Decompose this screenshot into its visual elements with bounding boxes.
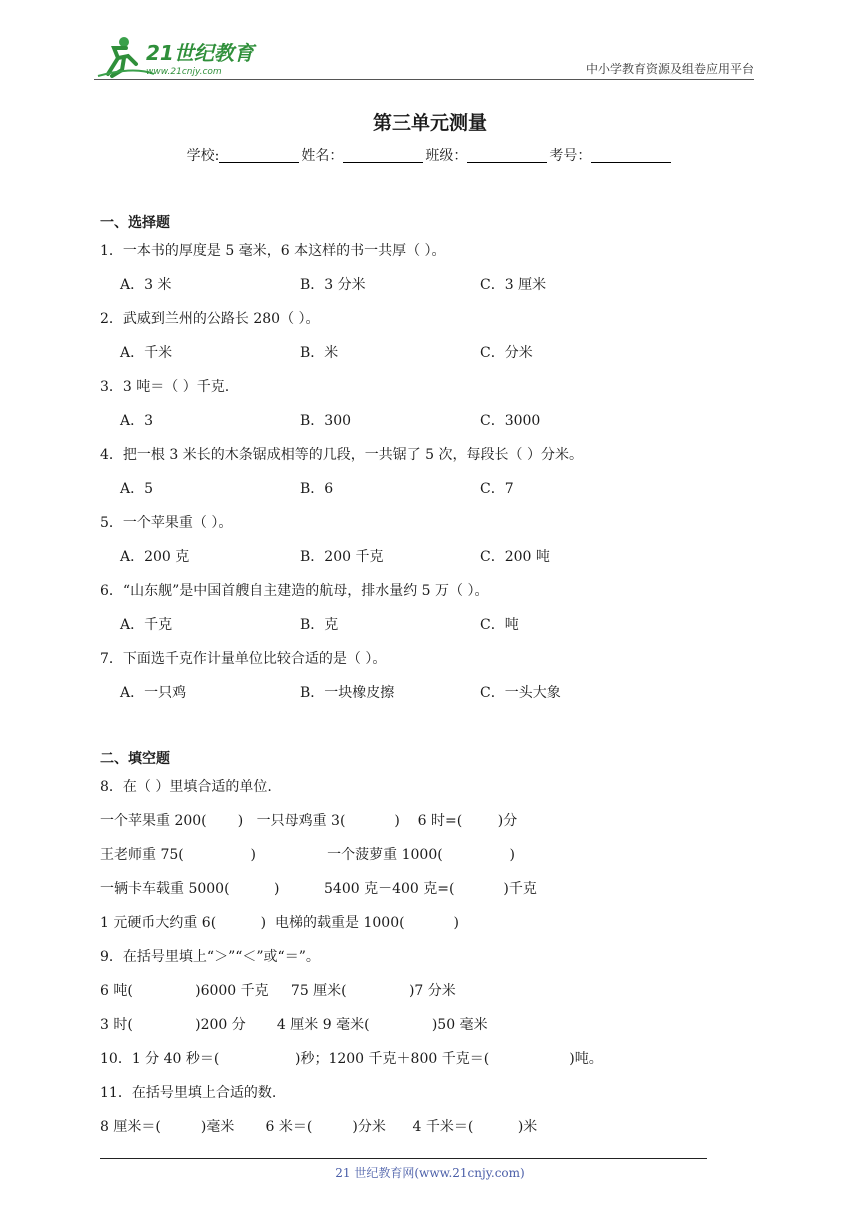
option-c: C．3 厘米 — [480, 277, 547, 293]
options-row — [100, 404, 754, 438]
fill-line: 3 时( )200 分 4 厘米 9 毫米( )50 毫米 — [100, 1017, 488, 1033]
option-a: A．3 米 — [120, 277, 172, 293]
option-c: C．3000 — [480, 413, 541, 429]
option-a: A．200 克 — [120, 549, 190, 565]
school-label: 学校: — [186, 148, 220, 164]
option-c: C．吨 — [480, 617, 519, 633]
option-a: A．一只鸡 — [120, 685, 187, 701]
fill-line: 10．1 分 40 秒＝( )秒；1200 千克＋800 千克＝( )吨。 — [100, 1051, 603, 1067]
option-a: A．千米 — [120, 345, 173, 361]
question: 2．武威到兰州的公路长 280（ ）。 — [100, 311, 320, 327]
fill-line: 11．在括号里填上合适的数. — [100, 1085, 277, 1101]
section-heading-choice: 一、选择题 — [100, 215, 170, 231]
option-c: C．7 — [480, 481, 514, 497]
options-row — [100, 268, 754, 302]
option-a: A．千克 — [120, 617, 173, 633]
footer-divider — [100, 1158, 707, 1159]
exam-no-blank — [591, 148, 671, 163]
options-row — [100, 608, 754, 642]
class-blank — [467, 148, 547, 163]
logo-url: www.21cnjy.com — [146, 67, 222, 77]
options-row — [100, 540, 754, 574]
section-heading-fill: 二、填空题 — [100, 751, 170, 767]
fill-line: 8．在（ ）里填合适的单位. — [100, 779, 272, 795]
logo-text: 21世纪教育 — [146, 41, 254, 65]
option-b: B．一块橡皮擦 — [300, 685, 395, 701]
question: 6．“山东舰”是中国首艘自主建造的航母，排水量约 5 万（ ）。 — [100, 583, 489, 599]
question: 3．3 吨＝（ ）千克. — [100, 379, 230, 395]
option-b: B．200 千克 — [300, 549, 384, 565]
header-platform-text: 中小学教育资源及组卷应用平台 — [585, 62, 754, 76]
option-b: B．米 — [300, 345, 339, 361]
name-label: 姓名： — [301, 148, 344, 164]
fill-line: 一个苹果重 200( ) 一只母鸡重 3( ) 6 时=( )分 — [100, 813, 518, 829]
name-blank — [343, 148, 423, 163]
option-c: C．200 吨 — [480, 549, 550, 565]
logo-graphic — [94, 34, 264, 82]
class-label: 班级： — [425, 148, 468, 164]
option-a: A．5 — [120, 481, 154, 497]
option-a: A．3 — [120, 413, 154, 429]
option-b: B．3 分米 — [300, 277, 366, 293]
option-c: C．一头大象 — [480, 685, 561, 701]
footer-text: 21 世纪教育网(www.21cnjy.com) — [335, 1166, 525, 1180]
page-title: 第三单元测量 — [372, 112, 487, 134]
option-b: B．6 — [300, 481, 334, 497]
fill-line: 6 吨( )6000 千克 75 厘米( )7 分米 — [100, 983, 456, 999]
fill-line: 9．在括号里填上“＞”“＜”或“＝”。 — [100, 949, 320, 965]
school-blank — [219, 148, 299, 163]
option-b: B．300 — [300, 413, 352, 429]
question: 4．把一根 3 米长的木条锯成相等的几段，一共锯了 5 次，每段长（ ）分米。 — [100, 447, 583, 463]
options-row — [100, 472, 754, 506]
exam-no-label: 考号： — [549, 148, 592, 164]
fill-line: 王老师重 75( ) 一个菠萝重 1000( ) — [100, 847, 515, 863]
fill-line: 8 厘米＝( )毫米 6 米＝( )分米 4 千米＝( )米 — [100, 1119, 538, 1135]
options-row — [100, 676, 754, 710]
question: 5．一个苹果重（ ）。 — [100, 515, 233, 531]
fill-line: 1 元硬币大约重 6( ) 电梯的载重是 1000( ) — [100, 915, 459, 931]
exam-content — [100, 212, 754, 1144]
question: 7．下面选千克作计量单位比较合适的是（ ）。 — [100, 651, 387, 667]
options-row — [100, 336, 754, 370]
option-c: C．分米 — [480, 345, 533, 361]
option-b: B．克 — [300, 617, 339, 633]
fill-line: 一辆卡车载重 5000( ) 5400 克－400 克=( )千克 — [100, 881, 537, 897]
logo — [94, 34, 264, 82]
question: 1．一本书的厚度是 5 毫米，6 本这样的书一共厚（ ）。 — [100, 243, 446, 259]
header-divider — [94, 79, 754, 80]
student-info-line — [0, 145, 860, 165]
